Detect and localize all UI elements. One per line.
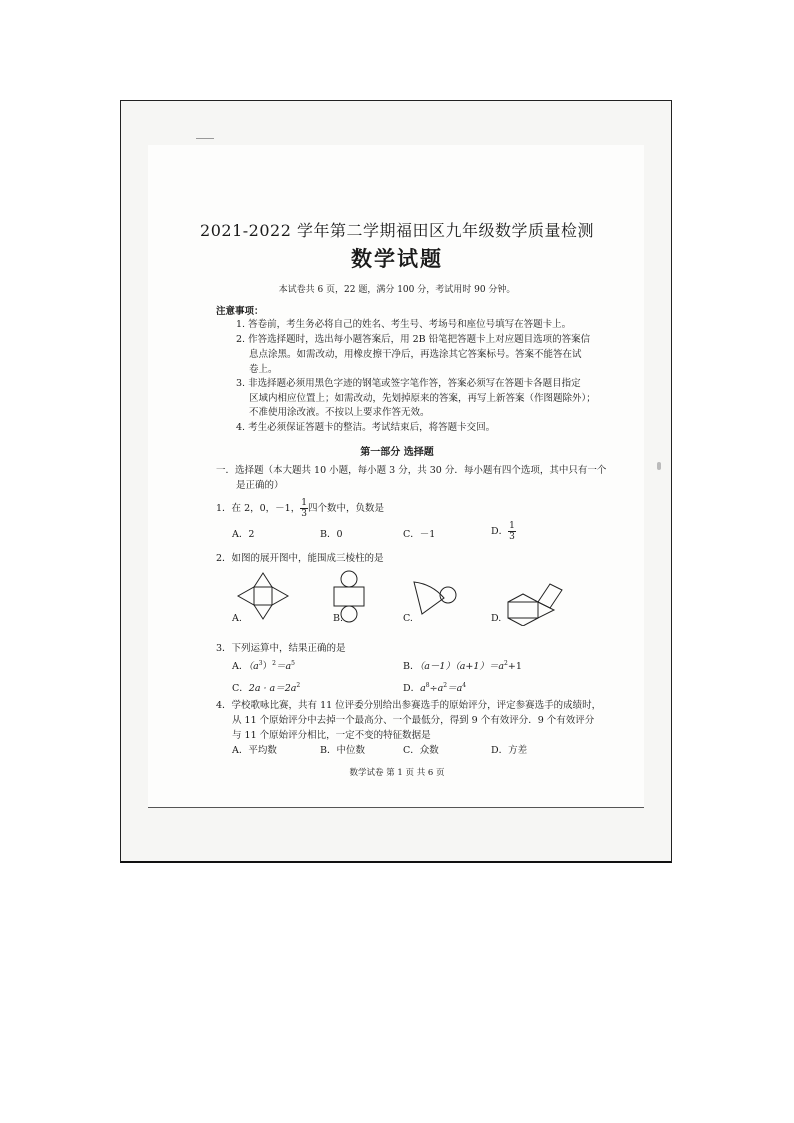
q3-b-sup: 2 bbox=[504, 660, 508, 667]
q1-frac-num: 1 bbox=[301, 498, 307, 508]
q1-option-d bbox=[491, 521, 516, 542]
notice-line: 息点涂黑。如需改动，用橡皮擦干净后，再选涂其它答案标号。答案不能答在试 bbox=[249, 349, 582, 360]
q3-option-d bbox=[403, 678, 466, 696]
notice-line: 1. 答卷前，考生务必将自己的姓名、考生号、考场号和座位号填写在答题卡上。 bbox=[236, 319, 572, 330]
exam-subtitle: 数学试题 bbox=[351, 247, 443, 271]
q2-label-b: B. bbox=[333, 613, 344, 624]
notice-line: 4. 考生必须保证答题卡的整洁。考试结束后，将答题卡交回。 bbox=[236, 422, 496, 433]
q3-option-c bbox=[232, 678, 300, 696]
q3-a-label: A． bbox=[232, 661, 249, 673]
q3-c-text: 2a · a＝2a bbox=[248, 683, 297, 695]
notice-line: 卷上。 bbox=[249, 364, 278, 375]
q3-a-sup: 5 bbox=[291, 660, 295, 667]
page-footer: 数学试卷 第 1 页 共 6 页 bbox=[349, 768, 445, 778]
notice-line: 3. 非选择题必须用黑色字迹的钢笔或签字笔作答，答案必须写在答题卡各题目指定 bbox=[236, 378, 581, 389]
q3-c-label: C． bbox=[232, 683, 249, 695]
q4-stem-line: 与 11 个原始评分相比，一定不变的特征数据是 bbox=[232, 730, 431, 741]
q1-optd-num: 1 bbox=[509, 521, 515, 531]
q3-option-a bbox=[232, 656, 295, 674]
notice-line: 区域内相应位置上；如需改动，先划掉原来的答案，再写上新答案（作图题除外）； bbox=[249, 393, 596, 404]
section-intro: 一．选择题（本大题共 10 小题，每小题 3 分，共 30 分．每小题有四个选项，其中只有一个 bbox=[216, 465, 607, 476]
q2-stem: 2．如图的展开图中，能围成三棱柱的是 bbox=[216, 553, 384, 564]
section-intro-cont: 是正确的） bbox=[236, 480, 284, 491]
net-d-figure bbox=[508, 584, 562, 626]
q4-stem-line: 从 11 个原始评分中去掉一个最高分、一个最低分，得到 9 个有效评分．9 个有效评分 bbox=[232, 715, 595, 726]
q2-label-d: D. bbox=[491, 613, 502, 624]
q1-option-b: B．0 bbox=[320, 529, 343, 540]
q1-stem-suffix: 四个数中，负数是 bbox=[307, 503, 384, 514]
q1-option-a: A．2 bbox=[232, 529, 255, 540]
q3-a-sup: 3 bbox=[258, 660, 263, 667]
q3-d-text: a bbox=[420, 683, 426, 695]
exam-title: 2021-2022 学年第二学期福田区九年级数学质量检测 bbox=[200, 221, 594, 240]
q1-fraction bbox=[300, 498, 308, 519]
q2-label-a: A. bbox=[232, 613, 242, 624]
scan-mark bbox=[196, 138, 214, 139]
q3-d-text: ＝a bbox=[447, 683, 463, 695]
q2-label-c: C. bbox=[403, 613, 413, 624]
exam-info: 本试卷共 6 页，22 题，满分 100 分，考试用时 90 分钟。 bbox=[278, 285, 516, 295]
notice-line: 2. 作答选择题时，选出每小题答案后，用 2B 铅笔把答题卡上对应题目选项的答案信 bbox=[236, 334, 591, 345]
net-a-figure bbox=[238, 573, 288, 619]
q3-b-label: B． bbox=[403, 661, 420, 673]
notice-heading: 注意事项： bbox=[216, 306, 264, 317]
q1-option-d-label: D． bbox=[491, 526, 509, 537]
q3-a-sup: 2 bbox=[272, 660, 276, 667]
q3-a-text: ＝a bbox=[275, 661, 292, 673]
q3-a-text: （a bbox=[248, 661, 259, 673]
q4-stem-line: 4．学校歌咏比赛，共有 11 位评委分别给出参赛选手的原始评分，评定参赛选手的成绩时， bbox=[216, 700, 602, 711]
q3-d-sup: 2 bbox=[443, 682, 448, 689]
q3-d-label: D． bbox=[403, 683, 421, 695]
q4-option-b: B．中位数 bbox=[320, 745, 365, 756]
q3-c-sup: 2 bbox=[296, 682, 301, 689]
q1-option-c: C．－1 bbox=[403, 529, 436, 540]
q3-d-sup: 4 bbox=[462, 682, 467, 689]
q3-d-sup: 8 bbox=[425, 682, 430, 689]
q3-stem: 3．下列运算中，结果正确的是 bbox=[216, 643, 346, 654]
q4-option-a: A．平均数 bbox=[232, 745, 277, 756]
q4-option-d: D．方差 bbox=[491, 745, 528, 756]
q3-b-text: +1 bbox=[507, 661, 522, 673]
q3-b-text: （a－1）（a+1）＝a bbox=[419, 661, 505, 673]
notice-line: 不准使用涂改液。不按以上要求作答无效。 bbox=[249, 407, 430, 418]
q1-optd-den: 3 bbox=[509, 532, 515, 542]
q1-stem bbox=[216, 498, 384, 519]
q1-frac-den: 3 bbox=[301, 509, 307, 519]
q3-option-b bbox=[403, 656, 522, 674]
q1-optd-fraction bbox=[508, 521, 516, 542]
scan-dot bbox=[657, 462, 661, 470]
section-heading: 第一部分 选择题 bbox=[360, 447, 434, 458]
q4-option-c: C．众数 bbox=[403, 745, 439, 756]
q3-a-text: ） bbox=[262, 661, 273, 673]
q2-nets-figure bbox=[232, 570, 572, 626]
net-c-figure bbox=[414, 582, 456, 614]
q3-d-text: ÷a bbox=[429, 683, 444, 695]
q1-stem-prefix: 1．在 2，0，－1， bbox=[216, 503, 301, 514]
